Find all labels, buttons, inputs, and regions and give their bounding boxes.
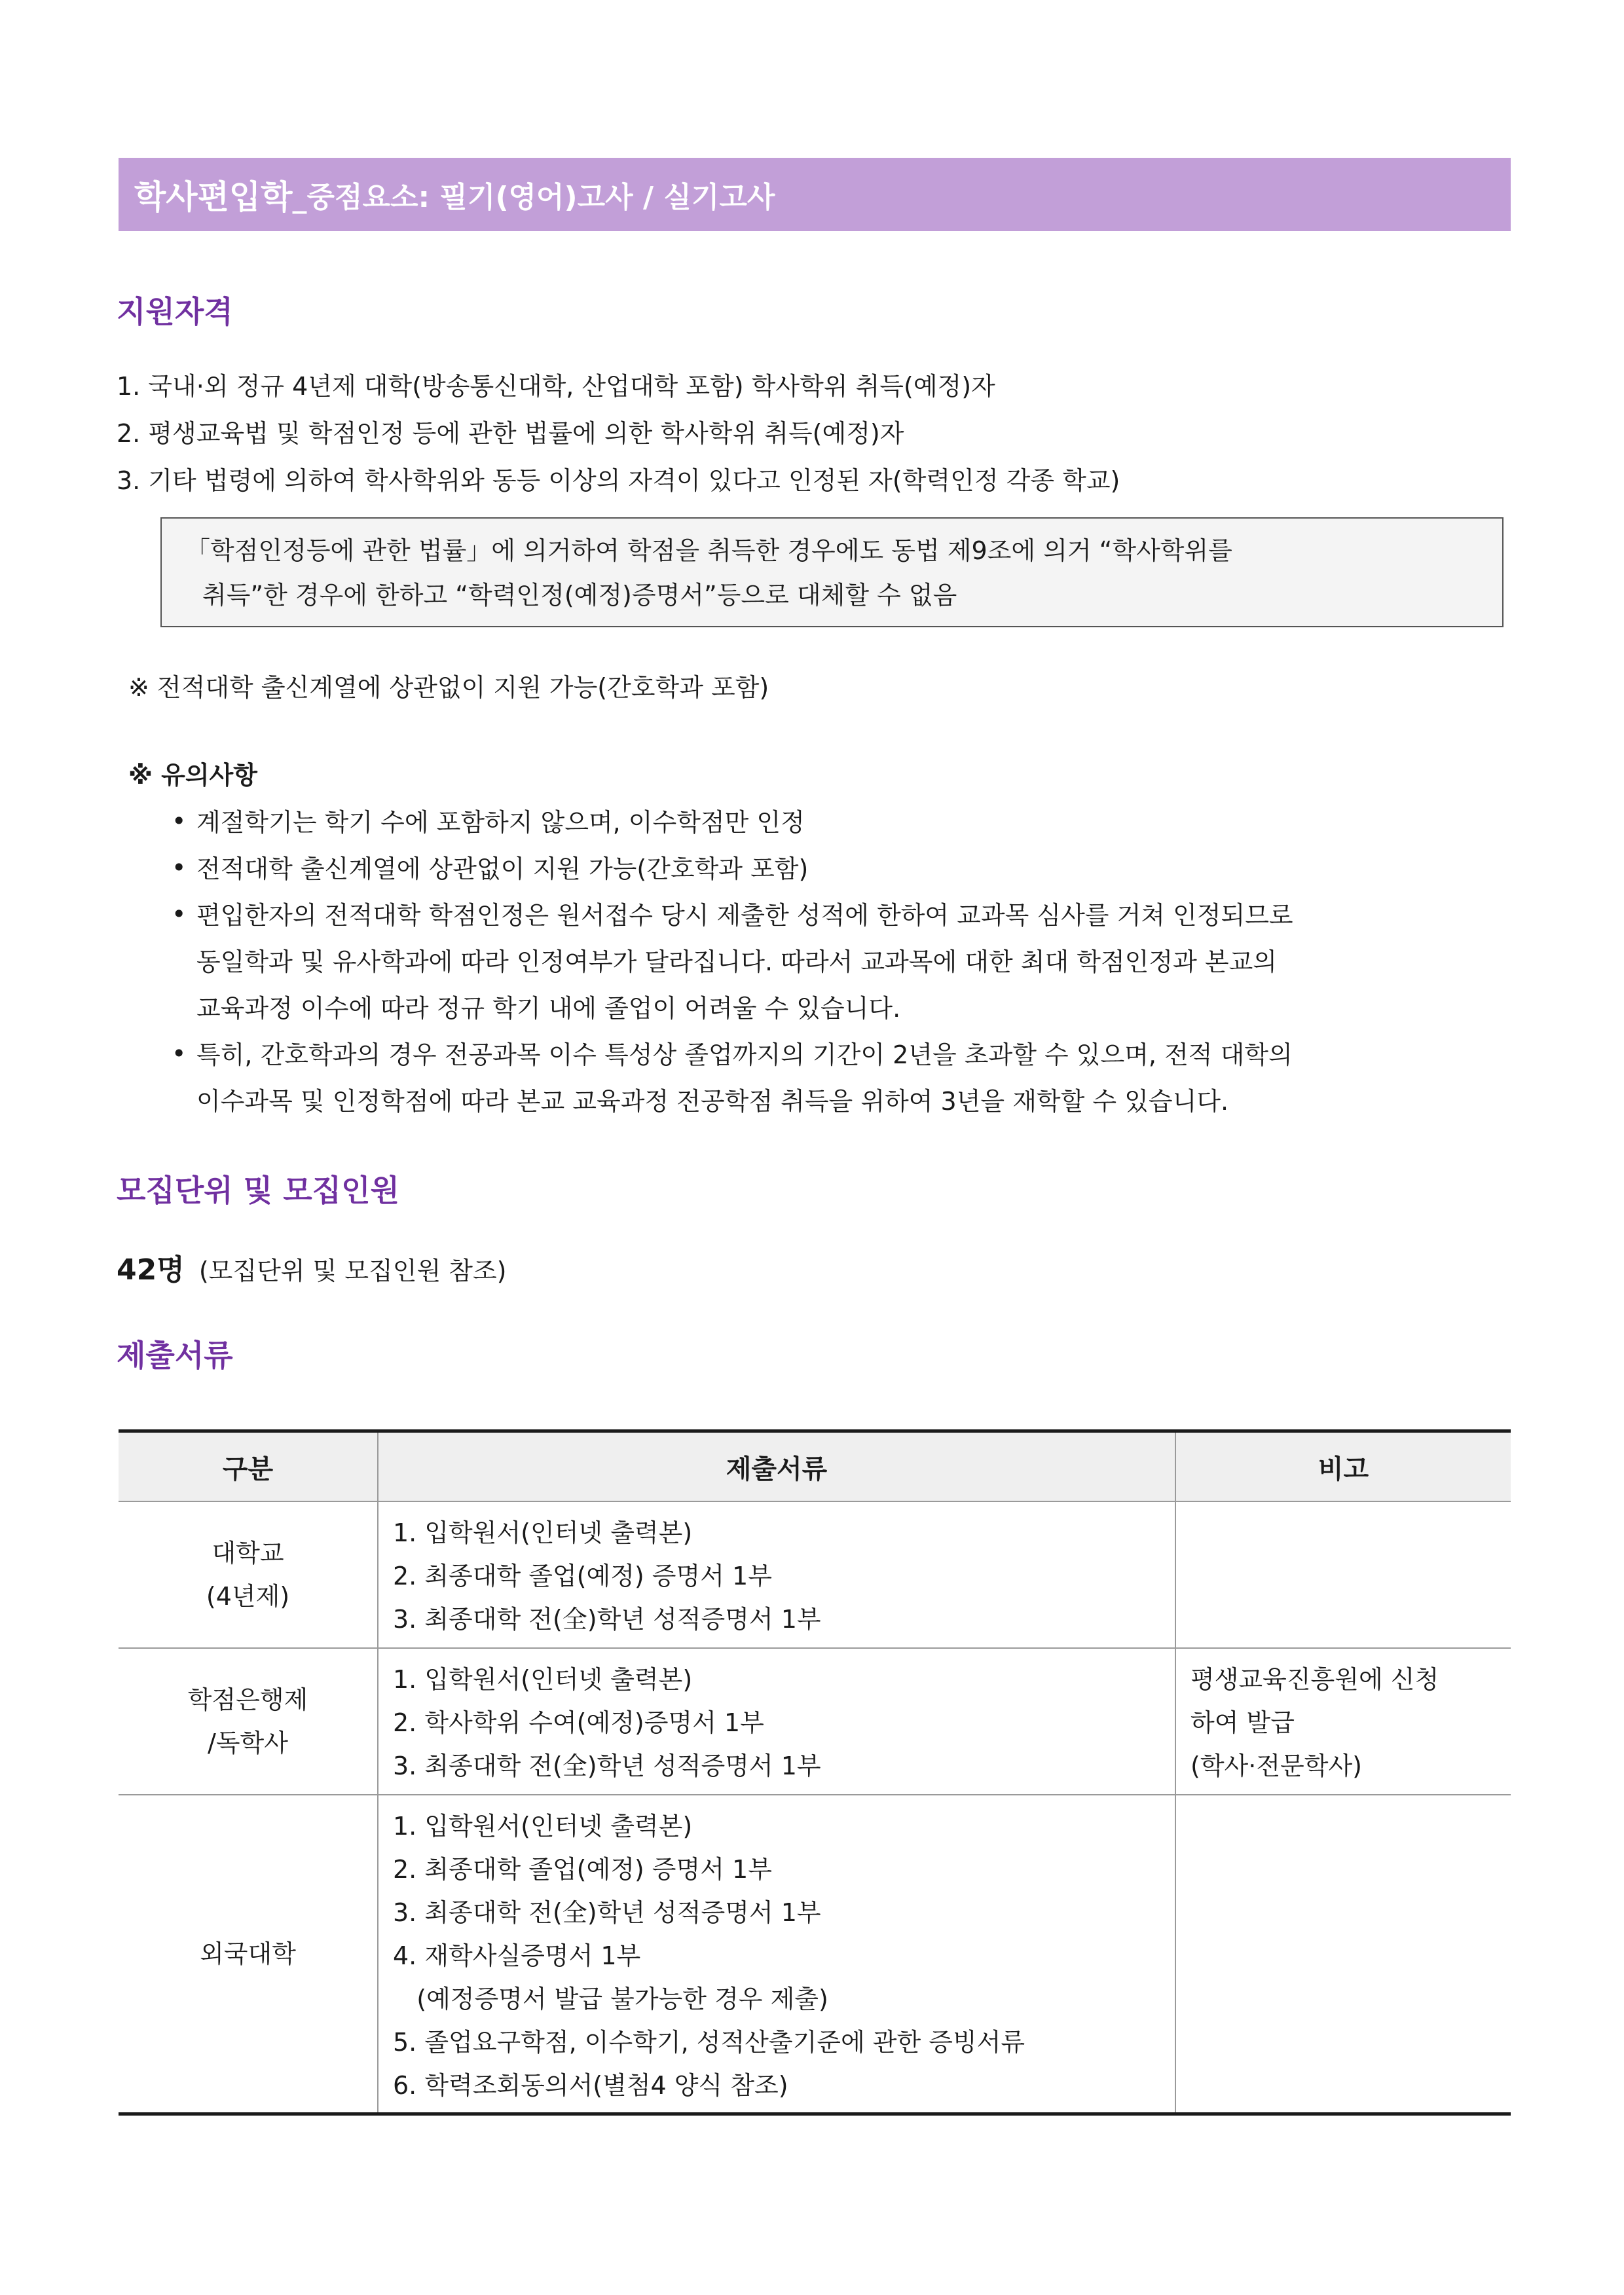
column-header-category: 구분: [119, 1431, 378, 1502]
caution-item-3-line-2: 동일학과 및 유사학과에 따라 인정여부가 달라집니다. 따라서 교과목에 대한 최대 학점인정과 본교의: [196, 947, 1277, 976]
category-line: (4년제): [206, 1582, 290, 1611]
document-item: 1. 입학원서(인터넷 출력본): [393, 1665, 693, 1694]
category-cell: [119, 1648, 378, 1795]
document-item: 2. 최종대학 졸업(예정) 증명서 1부: [393, 1562, 772, 1590]
table-row: [119, 1501, 1511, 1648]
document-item: 3. 최종대학 전(全)학년 성적증명서 1부: [393, 1605, 821, 1634]
notice-box: [160, 517, 1504, 627]
documents-heading: 제출서류: [117, 1338, 233, 1373]
remark-line: 평생교육진흥원에 신청: [1190, 1665, 1439, 1694]
documents-table: [119, 1429, 1511, 2116]
documents-cell: [378, 1648, 1175, 1795]
category-line: 학점은행제: [187, 1685, 308, 1714]
remarks-cell: [1175, 1501, 1511, 1648]
qualification-item-1: 1. 국내·외 정규 4년제 대학(방송통신대학, 산업대학 포함) 학사학위 취득(예정)자: [117, 372, 995, 401]
qualification-item-3: 3. 기타 법령에 의하여 학사학위와 동등 이상의 자격이 있다고 인정된 자(학력인정 각종 학교): [117, 466, 1120, 495]
qualification-heading: 지원자격: [117, 294, 233, 329]
caution-item-1: 계절학기는 학기 수에 포함하지 않으며, 이수학점만 인정: [196, 808, 805, 837]
category-cell: [119, 1795, 378, 2114]
bullet-icon: •: [172, 807, 187, 835]
caution-item-2: 전적대학 출신계열에 상관없이 지원 가능(간호학과 포함): [196, 854, 809, 883]
caution-heading: ※ 유의사항: [128, 761, 258, 790]
document-item: (예정증명서 발급 불가능한 경우 제출): [393, 1985, 828, 2013]
caution-item-4-line-2: 이수과목 및 인정학점에 따라 본교 교육과정 전공학점 취득을 위하여 3년을 재학할 수 있습니다.: [196, 1087, 1229, 1116]
documents-cell: [378, 1795, 1175, 2114]
bullet-icon: •: [172, 900, 187, 928]
bullet-icon: •: [172, 1039, 187, 1068]
category-cell: [119, 1501, 378, 1648]
qualification-item-2: 2. 평생교육법 및 학점인정 등에 관한 법률에 의한 학사학위 취득(예정)자: [117, 419, 904, 448]
bullet-icon: •: [172, 853, 187, 882]
column-header-remarks: 비고: [1175, 1431, 1511, 1502]
caution-item-4-line-1: 특히, 간호학과의 경우 전공과목 이수 특성상 졸업까지의 기간이 2년을 초과할 수 있으며, 전적 대학의: [196, 1040, 1293, 1069]
caution-item-3-line-1: 편입한자의 전적대학 학점인정은 원서접수 당시 제출한 성적에 한하여 교과목 심사를 거쳐 인정되므로: [196, 901, 1293, 930]
recruit-count: 42명: [117, 1253, 185, 1287]
column-header-documents: 제출서류: [378, 1431, 1175, 1502]
document-item: 3. 최종대학 전(全)학년 성적증명서 1부: [393, 1898, 821, 1927]
remarks-cell: [1175, 1648, 1511, 1795]
document-item: 4. 재학사실증명서 1부: [393, 1941, 641, 1970]
table-row: [119, 1648, 1511, 1795]
recruit-count-note: (모집단위 및 모집인원 참조): [198, 1257, 507, 1285]
document-item: 2. 학사학위 수여(예정)증명서 1부: [393, 1708, 764, 1737]
remark-line: (학사·전문학사): [1190, 1752, 1362, 1780]
department-note: ※ 전적대학 출신계열에 상관없이 지원 가능(간호학과 포함): [128, 673, 769, 702]
document-item: 2. 최종대학 졸업(예정) 증명서 1부: [393, 1855, 772, 1884]
remarks-cell: [1175, 1795, 1511, 2114]
category-line: 외국대학: [200, 1939, 296, 1968]
notice-line-1: 「학점인정등에 관한 법률」에 의거하여 학점을 취득한 경우에도 동법 제9조에 의거 “학사학위를: [185, 536, 1232, 565]
table-header-row: [119, 1431, 1511, 1502]
document-item: 1. 입학원서(인터넷 출력본): [393, 1518, 693, 1547]
document-item: 3. 최종대학 전(全)학년 성적증명서 1부: [393, 1752, 821, 1780]
banner-subtitle: _중점요소: 필기(영어)고사 / 실기고사: [292, 181, 775, 214]
recruit-heading: 모집단위 및 모집인원: [117, 1173, 399, 1208]
documents-cell: [378, 1501, 1175, 1648]
recruit-count-line: [117, 1253, 507, 1288]
document-item: 6. 학력조회동의서(별첨4 양식 참조): [393, 2071, 788, 2100]
table-row: [119, 1795, 1511, 2114]
remark-line: 하여 발급: [1190, 1708, 1295, 1737]
document-item: 1. 입학원서(인터넷 출력본): [393, 1812, 693, 1841]
category-line: 대학교: [212, 1539, 284, 1568]
banner-title: 학사편입학: [134, 178, 293, 216]
document-item: 5. 졸업요구학점, 이수학기, 성적산출기준에 관한 증빙서류: [393, 2028, 1025, 2057]
notice-line-2: 취득”한 경우에 한하고 “학력인정(예정)증명서”등으로 대체할 수 없음: [202, 581, 957, 610]
title-banner: [119, 158, 1511, 231]
category-line: /독학사: [208, 1729, 288, 1757]
caution-item-3-line-3: 교육과정 이수에 따라 정규 학기 내에 졸업이 어려울 수 있습니다.: [196, 994, 901, 1023]
